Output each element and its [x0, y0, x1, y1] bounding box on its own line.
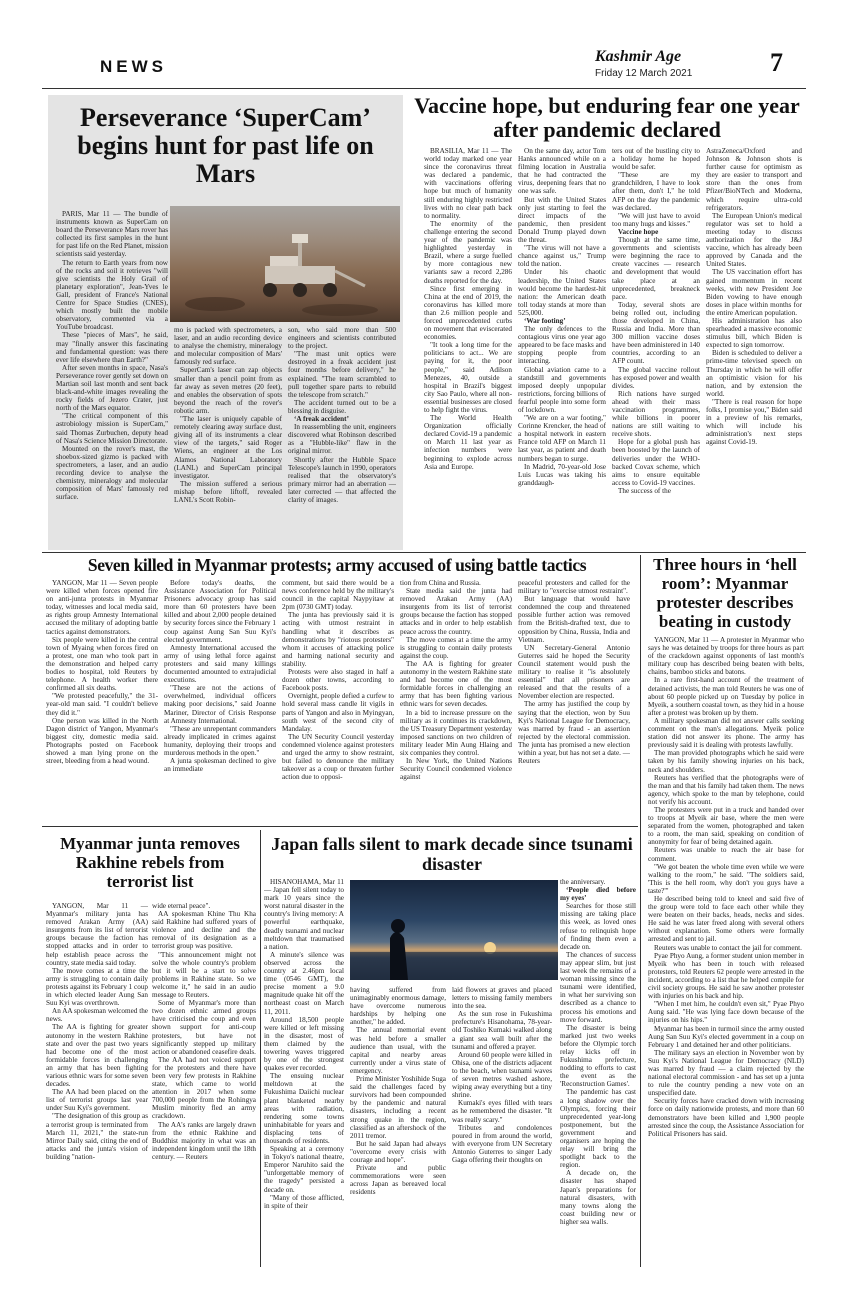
paragraph: A junta spokesman declined to give an immediate [164, 757, 276, 774]
paragraph: The AA is fighting for greater autonomy in the western Rakhine state and had become one of the most formidable forces in challenging an army that has been fighting various ethnic wars for seven decades. [400, 659, 512, 709]
paragraph: PARIS, Mar 11 — The bundle of instruments known as SuperCam on board the Perseverance Mars rover has collected its first samples in the hunt for past life on the Red Planet, mission scientists said yesterday. [56, 210, 168, 259]
paragraph: Reuters has verified that the photographs were of the man and that his family had taken them. The news agency, which spoke to the man by telephone, could not verify his account. [648, 773, 804, 806]
paragraph: "It took a long time for the politicians to act... We are paying for it, the poor people," said Adilson Menezes, 40, outside a hospital in Brazil's biggest city Sao Paulo, where all non-essential businesses are closed to help fight the virus. [424, 341, 512, 414]
paragraph: The European Union's medical regulator was set to hold a meeting today to discuss authorization for the J&J vaccine, which has already been approved by Canada and the United States. [706, 211, 802, 269]
paragraph: The junta has previously said it is acting with utmost restraint in handling what it describes as demonstrations by "riotous protesters" whom it accuses of attacking police and harming national security and stability. [282, 611, 394, 668]
japan-photo [350, 880, 558, 980]
paragraph: AstraZeneca/Oxford and Johnson & Johnson shots is further cause for optimism as they are easier to transport and store than the ones from Pfizer/BioNTech and Moderna, which require ultra-cold refrigerators. [706, 147, 802, 212]
paragraph: The only defences to the contagious virus one year ago appeared to be face masks and stopping people from interacting. [518, 325, 606, 366]
rakhine-headline: Myanmar junta removes Rakhine rebels from terrorist list [60, 834, 240, 891]
japan-column-1 [264, 878, 344, 1268]
paragraph: The World Health Organization officially declared Covid-19 a pandemic on March 11 last year as infection numbers were beginning to explode across Asia and Europe. [424, 414, 512, 471]
paragraph: The army has justified the coup by saying that the election, won by Suu Kyi's National League for Democracy, was marred by fraud - an assertion rejected by the electoral commission. The junta has promised a new election within a year, but has not set a date. — Reuters [518, 700, 630, 766]
hell-room-body [648, 636, 804, 1266]
mars-column-3 [288, 326, 396, 546]
paragraph: Mounted on the rover's mast, the shoebox-sized gizmo is packed with spectrometers, a laser, and an audio recording device to analyse the chemistry, mineralogy and molecular composition of Mars' famously red surface. [56, 444, 168, 502]
paragraph: "The critical component of this astrobiology mission is SuperCam," said Thomas Zurbuchen, deputy head of Nasa's Science Mission Directorate. [56, 412, 168, 445]
paragraph: Tributes and condolences poured in from around the world, with everyone from UN Secretary Antonio Guterres to singer Lady Gaga offering their thoughts on [452, 1123, 552, 1164]
paragraph: YANGON, Mar 11 — Myanmar's military junta has removed Arakan Army (AA) insurgents from its list of terrorist groups because the faction has stopped attacks and in order to help establish peace across the country, state media said today. [46, 902, 148, 967]
paragraph: "Many of those afflicted, in spite of their [264, 1193, 344, 1210]
myanmar-column-5 [518, 579, 630, 821]
paragraph: The move comes at a time the army is struggling to contain daily protests against the coup. [400, 635, 512, 660]
paragraph: As the sun rose in Fukushima prefecture's Hisanohama, 78-year-old Toshiko Kumaki walked along a giant sea wall built after the tsunami and offered a prayer. [452, 1010, 552, 1051]
paragraph: Hope for a global push has been boosted by the launch of deliveries under the WHO-backed Covax scheme, which aims to ensure equitable access to Covid-19 vaccines. [612, 438, 700, 487]
japan-headline: Japan falls silent to mark decade since tsunami disaster [271, 834, 633, 874]
paragraph: A military spokesman did not answer calls seeking comment on the man's allegations. Myeik police station did not answer its phone. The army has previously said it is dealing with protests lawfully. [648, 716, 804, 750]
paragraph: Some of Myanmar's more than two dozen ethnic armed groups have criticised the coup and even shown support for anti-coup protesters, but have not significantly stepped up military action or abandoned ceasefire deals. [152, 999, 256, 1056]
paragraph: The accident turned out to be a blessing in disguise. [288, 398, 396, 415]
paragraph: "These are not the actions of overwhelmed, individual officers making poor decisions," said Joanne Mariner, Director of Crisis Response at Amnesty International. [164, 684, 276, 725]
paper-name: Kashmir Age [595, 48, 682, 65]
paragraph: comment, but said there would be a news conference held by the military's council in the capital Naypyitaw at 2pm (0730 GMT) today. [282, 579, 394, 612]
paragraph: But language that would have condemned the coup and threatened possible further action was removed from the British-drafted text, due to opposition by China, Russia, India and Vietnam. [518, 595, 630, 644]
myanmar-column-1 [46, 579, 158, 821]
paragraph: Protests were also staged in half a dozen other towns, according to Facebook posts. [282, 668, 394, 693]
paragraph: A decade on, the disaster has shaped Japan's preparations for natural disasters, with many towns along the coast building new or higher sea walls. [560, 1169, 636, 1226]
section-divider [42, 552, 806, 553]
paragraph: The global vaccine rollout has exposed power and wealth divides. [612, 365, 700, 390]
paragraph: The AA had been placed on the list of terrorist groups last year under Suu Kyi's government. [46, 1088, 148, 1113]
section-divider [42, 826, 638, 827]
paragraph: "There is real reason for hope folks, I promise you," Biden said in a preview of his remarks, which will include his administration's next steps against Covid-19. [706, 397, 802, 447]
paragraph: "The designation of this group as a terrorist group is terminated from March 11, 2021," the state-run Mirror Daily said, citing the end of attacks and the junta's vision of building "nation- [46, 1112, 148, 1161]
hell-room-headline: Three hours in ‘hell room’: Myanmar protester describes beating in custody [653, 555, 797, 631]
paragraph: ters out of the bustling city to a holiday home he hoped would be safer. [612, 147, 700, 172]
rakhine-column-1 [46, 902, 148, 1267]
paragraph: Private and public commemorations were seen across Japan as bereaved local residents [350, 1164, 446, 1197]
paragraph: The UN Security Council yesterday condemned violence against protesters and urged the army to show restraint, but failed to denounce the military takeover as a coup or threaten further action due to opposi- [282, 732, 394, 782]
paragraph: The AA's ranks are largely drawn from the ethnic Rakhine and Buddhist majority in what was an independent kingdom until the 18th century. — Reuters [152, 1120, 256, 1161]
paragraph: "We are on a war footing," Corinne Krencker, the head of a hospital network in eastern France told AFP on March 11 last year, as patient and death numbers began to surge. [518, 414, 606, 463]
paragraph: Rich nations have surged ahead with their mass vaccination programmes, while billions in poorer nations are still waiting to receive shots. [612, 389, 700, 439]
paragraph: On the same day, actor Tom Hanks announced while on a filming location in Australia that he had contracted the virus, deepening fears that no one was safe. [518, 147, 606, 196]
paragraph: A minute's silence was observed across the country at 2.46pm local time (0546 GMT), the precise moment a 9.0 magnitude quake hit off the northeast coast on March 11, 2011. [264, 950, 344, 1016]
japan-column-4 [560, 878, 636, 1268]
page-number: 7 [770, 48, 783, 77]
paragraph: "The laser is uniquely capable of remotely clearing away surface dust, giving all of its instruments a clear view of the targets," said Roger Wiens, an engineer at the Los Alamos National Laboratory (LANL) and SuperCam principal investigator. [174, 415, 282, 480]
paragraph: But he said Japan had always "overcome every crisis with courage and hope". [350, 1139, 446, 1164]
paragraph: "When I met him, he couldn't even sit," Pyae Phyo Aung said. "He was lying face down because of the injuries on his hips." [648, 1000, 804, 1025]
paragraph: The AA had not voiced support for the protesters and there have been very few protests in Rakhine state, which came to world attention in 2017 when some 700,000 people from the Rohingya Muslim minority fled an army crackdown. [152, 1055, 256, 1121]
paragraph: Six people were killed in the central town of Myaing when forces fired on a protest, one man who took part in the demonstration and helped carry bodies to hospital, told Reuters by telephone. A health worker there confirmed all six deaths. [46, 635, 158, 693]
myanmar-column-4 [400, 579, 512, 821]
paragraph: But with the United States only just starting to feel the direct impacts of the pandemic, then president Donald Trump played down the threat. [518, 195, 606, 245]
masthead-rule [42, 88, 806, 89]
paragraph: Though at the same time, governments and scientists were beginning the race to create vaccines — research and development that would take place at an unprecedented, breakneck pace. [612, 236, 700, 301]
mars-photo [170, 206, 400, 322]
paragraph: Shortly after the Hubble Space Telescope's launch in 1990, operators realised that the observatory's primary mirror had an aberration — later corrected — that affected the clarity of images. [288, 455, 396, 504]
paragraph: Around 18,500 people were killed or left missing in the disaster, most of them claimed by the towering waves triggered by one of the strongest quakes ever recorded. [264, 1015, 344, 1073]
mars-headline: Perseverance ‘SuperCam’ begins hunt for past life on Mars [77, 103, 374, 188]
paragraph: YANGON, Mar 11 — Seven people were killed when forces opened fire on anti-junta protests in Myanmar today, witnesses and local media said, as rights group Amnesty International accused the military of adopting battle tactics against demonstrators. [46, 579, 158, 636]
paragraph: The protesters were put in a truck and handed over to troops at Myeik air base, where the men were separated from the women, photographed and taken to a room, the man said, speaking on condition of anonymity for fear of being detained again. [648, 805, 804, 847]
paragraph: SuperCam's laser can zap objects smaller than a pencil point from as far away as seven metres (20 feet), and enables the observation of spots beyond the reach of the rover's robotic arm. [174, 366, 282, 415]
paragraph: In a rare first-hand account of the treatment of detained activists, the man told Reuters he was one of about 60 people picked up on Tuesday by police in Myeik, a southern coastal town, as they hid in a house after a protest was broken up by them. [648, 676, 804, 717]
column-divider [260, 830, 261, 1267]
paragraph: Searches for those still missing are taking place this week, as loved ones refuse to relinquish hope of finding them even a decade on. [560, 902, 636, 951]
paragraph: The military says an election in November won by Suu Kyi's National League for Democracy (NLD) was marred by fraud — a claim rejected by the national electoral commission - and has set up a junta to rule the country pending a new vote on an unspecified date. [648, 1048, 804, 1098]
japan-column-2 [350, 986, 446, 1268]
paragraph: Amnesty International accused the army of using lethal force against protesters and said many killings documented amounted to extrajudicial executions. [164, 643, 276, 685]
paragraph: State media said the junta had removed Arakan Army (AA) insurgents from its list of terrorist groups because the faction has stopped attacks and in order to help establish peace across the country. [400, 587, 512, 636]
paragraph: Reuters was unable to reach the air base for comment. [648, 846, 804, 863]
paragraph: "We got beaten the whole time even while we were walking to the room," he said. "The soldiers said, 'This is the hell room, why don't you guys have a taste?'" [648, 862, 804, 895]
paragraph: The AA is fighting for greater autonomy in the western Rakhine state and over the past two years had become one of the most formidable forces in challenging an army that has been fighting various ethnic wars for some seven decades. [46, 1023, 148, 1089]
paragraph: son, who said more than 500 engineers and scientists contributed to the project. [288, 326, 396, 351]
vaccine-column-1 [424, 147, 512, 547]
paragraph: An AA spokesman welcomed the news. [46, 1007, 148, 1024]
paragraph: Myanmar has been in turmoil since the army ousted Aung San Suu Kyi's elected government in a coup on February 1 and detained her and other politicians. [648, 1024, 804, 1049]
paragraph: having suffered from unimaginably enormous damage, have overcome numerous hardships by helping one another," he added. [350, 986, 446, 1027]
paragraph: His administration has also spearheaded a massive economic stimulus bill, which Biden is expected to sign tomorrow. [706, 316, 802, 350]
paragraph: The return to Earth years from now of the rocks and soil it retrieves "will give scientists the Holy Grail of planetary exploration", Jean-Yves le Gall, president of France's National Centre for Space Studies (CNES), which mostly built the mobile observatory, commented via a YouTube broadcast. [56, 258, 168, 332]
vaccine-column-4 [706, 147, 802, 547]
masthead-date: Friday 12 March 2021 [595, 68, 693, 79]
paragraph: Today, several shots are being rolled out, including those developed in China, Russia and India. More than 300 million vaccine doses have been administered in 140 countries, according to an AFP count. [612, 300, 700, 366]
paragraph: The disaster is being marked just two weeks before the Olympic torch relay kicks off in Fukushima prefecture, nodding to efforts to cast the event as the 'Reconstruction Games'. [560, 1023, 636, 1089]
paragraph: HISANOHAMA, Mar 11 — Japan fell silent today to mark 10 years since the worst natural disaster in the country's living memory: A powerful earthquake, deadly tsunami and nuclear meltdown that traumatised a nation. [264, 878, 344, 951]
paragraph: Reuters was unable to contact the jail for comment. [654, 943, 802, 952]
paragraph: In Madrid, 70-year-old Jose Luis Lucas was taking his granddaugh- [518, 462, 606, 487]
paragraph: Security forces have cracked down with increasing force on daily nationwide protests, and more than 60 demonstrators have been killed and 1,900 people arrested since the coup, the Assistance Association for Political Prisoners has said. [648, 1097, 804, 1138]
myanmar-column-3 [282, 579, 394, 821]
paragraph: Prime Minister Yoshihide Suga said the challenges faced by survivors had been compounded by the pandemic and natural disasters, including a recent strong quake in the region, classified as an aftershock of the 2011 tremor. [350, 1075, 446, 1140]
japan-column-3 [452, 986, 552, 1268]
subheading: ‘People died before my eyes’ [560, 886, 636, 903]
paragraph: Around 60 people were killed in Ohisa, one of the districts adjacent to the beach, when tsunami waves of seven metres washed ashore, wiping away everything but a tiny shrine. [452, 1050, 552, 1100]
paragraph: Before today's deaths, the Assistance Association for Political Prisoners advocacy group has said more than 60 protesters have been killed and about 2,000 people detained by security forces since the February 1 coup against Aung San Suu Kyi's elected government. [164, 579, 276, 644]
paragraph: The move comes at a time the army is struggling to contain daily protests against its February 1 coup in which elected leader Aung San Suu Kyi was overthrown. [46, 966, 148, 1008]
paragraph: The annual memorial event was held before a smaller audience than usual, with the capital and nearby areas currently under a virus state of emergency. [350, 1026, 446, 1075]
vaccine-headline: Vaccine hope, but enduring fear one year after pandemic declared [414, 93, 800, 142]
paragraph: Biden is scheduled to deliver a prime-time televised speech on Thursday in which he will offer an optimistic vision for his nation, and by extension the world. [706, 349, 802, 398]
paragraph: In a bid to increase pressure on the military as it continues its crackdown, the US Treasury Department yesterday imposed sanctions on two children of military leader Min Aung Hlaing and six companies they control. [400, 708, 512, 757]
paragraph: The man provided photographs which he said were taken by his family showing injuries on his back, neck and shoulders. [648, 749, 804, 774]
myanmar-headline: Seven killed in Myanmar protests; army accused of using battle tactics [87, 555, 587, 575]
masthead-logo [595, 48, 715, 68]
column-divider [640, 555, 641, 1267]
paragraph: These "pieces of Mars", he said, may "finally answer this fascinating and fundamental question: was there ever life elsewhere than Earth?" [56, 331, 168, 364]
paragraph: The ensuing nuclear meltdown at the Fukushima Daiichi nuclear plant blanketed nearby areas with radiation, rendering some towns uninhabitable for years and displacing tens of thousands of residents. [264, 1072, 344, 1145]
paragraph: mo is packed with spectrometers, a laser, and an audio recording device to analyse the chemistry, mineralogy and molecular composition of Mars' famously red surface. [174, 326, 282, 367]
subheading: Vaccine hope [618, 227, 659, 236]
paragraph: Since first emerging in China at the end of 2019, the coronavirus has killed more than 2.6 million people and forced unprecedented curbs on movement that eviscerated economies. [424, 284, 512, 342]
paragraph: In reassembling the unit, engineers discovered what Robinson described as a "Hubble-like" flaw in the original mirror. [288, 423, 396, 456]
vaccine-column-3 [612, 147, 700, 547]
paragraph: Under his chaotic leadership, the United States would become the hardest-hit nation: the American death toll today stands at more than 525,000. [518, 268, 606, 317]
paragraph: "This announcement might not solve the whole country's problem but it will be a start to solve problems in Rakhine state. So we welcome it," he said in an audio message to Reuters. [152, 950, 256, 1000]
paragraph: The enormity of the challenge entering the second year of the pandemic was highlighted yesterday in Brazil, where a surge fuelled by more contagious new variants saw a record 2,286 deaths reported for the day. [424, 219, 512, 285]
paragraph: The US vaccination effort has gained momentum in recent weeks, with new President Joe Biden vowing to have enough doses in place within months for the entire American population. [706, 268, 802, 317]
paragraph: Overnight, people defied a curfew to hold several mass candle lit vigils in parts of Yangon and also in Myingyan, south west of the second city of Mandalay. [282, 692, 394, 733]
mars-column-1 [56, 210, 168, 545]
paragraph: He described being told to kneel and said five of the group were told to face each other while they were beaten on their backs, heads, necks and sides. He said he was later freed along with several others without explanation. Some others were formally arrested and sent to jail. [648, 895, 804, 944]
paragraph: In New York, the United Nations Security Council condemned violence against [400, 757, 512, 782]
subheading: ‘War footing’ [524, 316, 566, 325]
paragraph: AA spokesman Khine Thu Kha said Rakhine had suffered years of violence and decline and the removal of its designation as a terrorist group was positive. [152, 910, 256, 951]
japan-sunrise-image [350, 880, 558, 980]
paragraph: wide eternal peace". [152, 902, 211, 910]
paragraph: "These are unrepentant commanders already implicated in crimes against humanity, deploying their troops and murderous methods in the open." [164, 724, 276, 757]
paragraph: peaceful protesters and called for the military to "exercise utmost restraint". [518, 579, 630, 596]
subheading: ‘A freak accident’ [294, 415, 349, 424]
paragraph: The chances of success may appear slim, but just last week the remains of a woman missing since the tsunami were identified, in what her surviving son described as a chance to process his emotions and move forward. [560, 950, 636, 1024]
paragraph: Kumaki's eyes filled with tears as he remembered the disaster. "It was really scary." [452, 1099, 552, 1124]
paragraph: "The mast unit optics were destroyed in a freak accident just four months before delivery," he explained. "The team scrambled to pull together spare parts to rebuild the telescope from scratch." [288, 350, 396, 399]
vaccine-column-2 [518, 147, 606, 547]
paragraph: The mission suffered a serious mishap before liftoff, revealed LANL's Scott Robin- [174, 479, 282, 504]
mars-rover-image [170, 206, 400, 322]
mars-column-2 [174, 326, 282, 546]
paragraph: One person was killed in the North Dagon district of Yangon, Myanmar's biggest city, domestic media said. Photographs posted on Facebook showed a man lying prone on the street, bleeding from a head wound. [46, 716, 158, 766]
rakhine-column-2 [152, 902, 256, 1267]
paragraph: "We protested peacefully," the 31-year-old man said. "I couldn't believe they did it." [46, 692, 158, 717]
section-label: NEWS [100, 57, 167, 76]
paragraph: YANGON, Mar 11 — A protester in Myanmar who says he was detained by troops for three hours as part of the crackdown against opponents of last month's military coup has described being beaten with belts, chains, bamboo sticks and batons. [648, 636, 804, 677]
paragraph: tion from China and Russia. [400, 579, 481, 587]
paragraph: "We will just have to avoid too many hugs and kisses." [612, 211, 700, 228]
paragraph: UN Secretary-General Antonio Guterres said he hoped the Security Council statement would push the military to realise it "is absolutely essential" that all prisoners are released and that the results of a November election are respected. [518, 643, 630, 701]
paragraph: laid flowers at graves and placed letters to missing family members into the sea. [452, 986, 552, 1011]
paragraph: the anniversary. [560, 878, 606, 886]
paragraph: The pandemic has cast a long shadow over the Olympics, forcing their unprecedented year-long postponement, but the government and organisers are hoping the relay will bring the spotlight back to the region. [560, 1088, 636, 1170]
paragraph: "The virus will not have a chance against us," Trump told the nation. [518, 244, 606, 269]
paragraph: "These are my grandchildren, I have to look after them, don't I," he told AFP on the day the pandemic was declared. [612, 171, 700, 212]
myanmar-column-2 [164, 579, 276, 821]
paragraph: Global aviation came to a standstill and governments imposed deeply unpopular restrictions, forcing billions of fearful people into some form of lockdown. [518, 365, 606, 414]
paragraph: Speaking at a ceremony in Tokyo's national theatre, Emperor Naruhito said the "unforgettable memory of the tragedy" persisted a decade on. [264, 1145, 344, 1194]
paragraph: After seven months in space, Nasa's Perseverance rover gently set down on Martian soil last month and sent back black-and-white images revealing the rocky fields of Jezero Crater, just north of the Mars equator. [56, 363, 168, 413]
paragraph: The success of the [618, 486, 671, 495]
paragraph: BRASILIA, Mar 11 — The world today marked one year since the coronavirus threat was declared a pandemic, with vaccinations offering hope but much of humanity still enduring highly restricted lives with no clear path back to normality. [424, 147, 512, 220]
paragraph: Pyae Phyo Aung, a former student union member in Myeik who has been in touch with released protesters, told Reuters 62 people were arrested in the incident, according to a list that he helped compile for civil society groups. He said he saw another protester with injuries on his back and hip. [648, 951, 804, 1001]
